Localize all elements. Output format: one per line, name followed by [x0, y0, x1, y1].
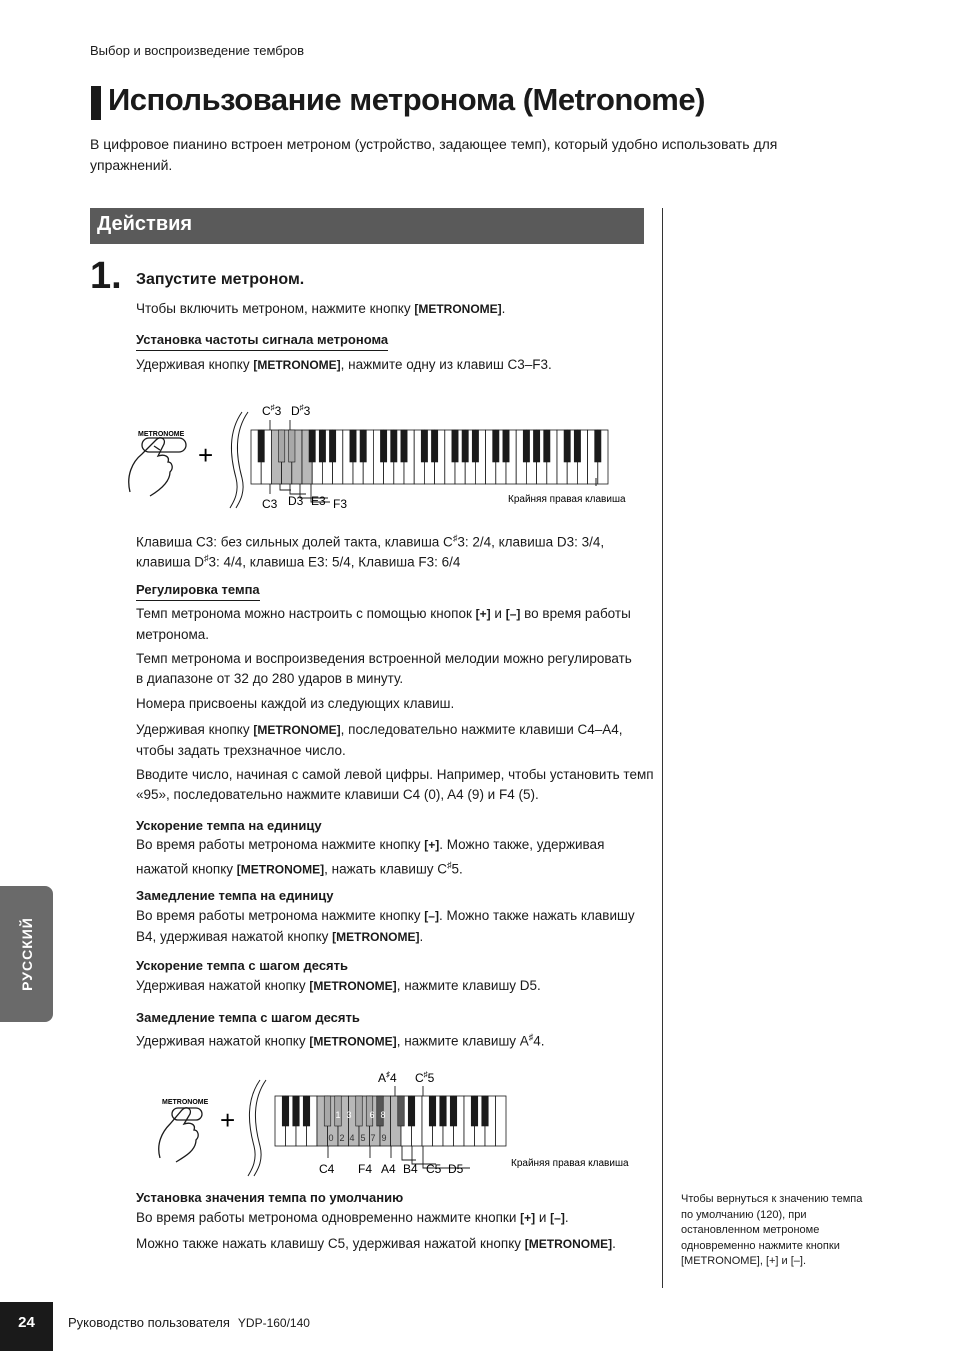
label-a-sharp-4: A♯4 [378, 1070, 397, 1085]
increase-one-text: Во время работы метронома нажмите кнопку [+]. Можно также, удерживая нажатой кнопку [METRONOME], нажать клавишу C♯5. [136, 837, 605, 876]
metronome-button-illustration [129, 438, 186, 496]
label-c4: C4 [319, 1162, 335, 1176]
default-tempo-text-1: Во время работы метронома одновременно нажмите кнопки [+] и [–]. [136, 1210, 569, 1225]
black-key-f-sharp [429, 1096, 436, 1126]
black-key-f-sharp [523, 430, 529, 462]
label-f3: F3 [333, 497, 348, 511]
page-title: Использование метронома (Metronome) [108, 82, 705, 117]
digit-label-white: 4 [349, 1133, 355, 1143]
black-key-a-sharp [472, 430, 478, 462]
black-key-a-sharp [450, 1096, 457, 1126]
black-key-c-sharp [350, 430, 356, 462]
increase-one-heading: Ускорение темпа на единицу [136, 818, 322, 833]
black-key-f-sharp [309, 430, 315, 462]
label-c5: C5 [426, 1162, 442, 1176]
black-key-a-sharp [258, 430, 264, 462]
digit-label-white: 9 [381, 1133, 387, 1143]
rightmost-key-label: Крайняя правая клавиша [508, 494, 626, 505]
digit-label-white: 2 [339, 1133, 345, 1143]
increase-ten-text: Удерживая нажатой кнопку [METRONOME], нажмите клавишу D5. [136, 978, 541, 993]
tempo-paragraph-5: Вводите число, начиная с самой левой цифры. Например, чтобы установить темп «95», последовательно нажмите клавиши C4 (0), A4 (9) и F4 (5). [136, 767, 654, 802]
digit-label-black: 6 [369, 1110, 375, 1120]
keyboard-diagram-1 [120, 398, 650, 513]
black-key-c-sharp [493, 430, 499, 462]
digit-label-white: 5 [360, 1133, 366, 1143]
black-key-f-sharp [452, 430, 458, 462]
label-a4: A4 [381, 1162, 396, 1176]
black-key-c-sharp [564, 430, 570, 462]
black-key-a-sharp [329, 430, 335, 462]
black-key-d-sharp [482, 1096, 489, 1126]
piano-keyboard-2 [275, 1086, 506, 1168]
decrease-one-heading: Замедление темпа на единицу [136, 888, 334, 903]
label-e3: E3 [311, 494, 326, 508]
black-key-d-sharp [289, 430, 295, 462]
label-c-sharp-3: C♯3 [262, 403, 282, 418]
default-tempo-text-2: Можно также нажать клавишу C5, удерживая нажатой кнопку [METRONOME]. [136, 1236, 616, 1251]
decrease-one-text: Во время работы метронома нажмите кнопку [–]. Можно также нажать клавишу B4, удерживая нажатой кнопку [METRONOME]. [136, 908, 635, 944]
default-tempo-heading: Установка значения темпа по умолчанию [136, 1190, 404, 1205]
black-key-d-sharp [574, 430, 580, 462]
keyboard-diagram-2 [150, 1066, 650, 1181]
plus-sign: + [220, 1105, 236, 1135]
decrease-ten-text: Удерживая нажатой кнопку [METRONOME], нажмите клавишу A♯4. [136, 1032, 545, 1049]
black-key-f-sharp [380, 430, 386, 462]
tempo-paragraph-3: Номера присвоены каждой из следующих клавиш. [136, 696, 455, 711]
digit-label-black: 1 [335, 1110, 341, 1120]
label-d5: D5 [448, 1162, 464, 1176]
black-key-c-sharp [421, 430, 427, 462]
black-key-f-sharp [595, 430, 601, 462]
digit-label-black: 3 [346, 1110, 352, 1120]
column-divider [662, 208, 663, 1288]
rightmost-key-label: Крайняя правая клавиша [511, 1158, 629, 1169]
metronome-button-illustration [159, 1108, 202, 1162]
black-key-c-sharp [324, 1096, 331, 1126]
black-key-c-sharp [278, 430, 284, 462]
black-key-g-sharp [391, 430, 397, 462]
black-key-g-sharp [440, 1096, 447, 1126]
button-label: METRONOME [162, 1099, 209, 1106]
tempo-paragraph-1: Темп метронома можно настроить с помощью кнопок [+] и [–] во время работы метронома. [136, 606, 631, 642]
footer: Руководство пользователя YDP-160/140 [68, 1315, 310, 1330]
black-key-f-sharp [282, 1096, 289, 1126]
section-title: Действия [97, 213, 193, 235]
black-key-a-sharp [303, 1096, 310, 1126]
increase-ten-heading: Ускорение темпа с шагом десять [136, 958, 348, 973]
black-key-d-sharp [360, 430, 366, 462]
black-key-a-sharp [544, 430, 550, 462]
label-f4: F4 [358, 1162, 373, 1176]
digit-label-white: 0 [328, 1133, 334, 1143]
signal-description-line2: клавиша D♯3: 4/4, клавиша E3: 5/4, Клавиша F3: 6/4 [136, 553, 461, 570]
digit-label-black: 8 [380, 1110, 386, 1120]
label-c-sharp-5: C♯5 [415, 1070, 435, 1085]
language-tab: РУССКИЙ [0, 886, 53, 1022]
signal-description-line1: Клавиша C3: без сильных долей такта, клавиша C♯3: 2/4, клавиша D3: 3/4, [136, 533, 605, 550]
tempo-paragraph-4: Удерживая кнопку [METRONOME], последовательно нажмите клавиши C4–A4, чтобы задать трехзначное число. [136, 722, 623, 758]
step-instruction: Чтобы включить метроном, нажмите кнопку [METRONOME]. [136, 301, 506, 316]
decrease-ten-heading: Замедление темпа с шагом десять [136, 1010, 360, 1025]
black-key-g-sharp [533, 430, 539, 462]
black-key-c-sharp [398, 1096, 405, 1126]
digit-label-white: 7 [370, 1133, 376, 1143]
tempo-paragraph-2: Темп метронома и воспроизведения встроенной мелодии можно регулировать в диапазоне от 32 до 280 ударов в минуту. [136, 651, 632, 686]
piano-keyboard-1 [251, 420, 608, 502]
signal-heading: Установка частоты сигнала метронома [136, 332, 388, 351]
black-key-f-sharp [356, 1096, 363, 1126]
breadcrumb: Выбор и воспроизведение тембров [90, 43, 305, 58]
intro-paragraph: В цифровое пианино встроен метроном (устройство, задающее темп), который удобно использовать для упражнений. [90, 136, 778, 173]
plus-sign: + [198, 440, 214, 470]
label-c3: C3 [262, 497, 278, 511]
black-key-g-sharp [319, 430, 325, 462]
black-key-c-sharp [471, 1096, 478, 1126]
label-d-sharp-3: D♯3 [291, 403, 311, 418]
title-marker [91, 86, 101, 120]
step-number: 1. [90, 255, 122, 297]
tempo-heading: Регулировка темпа [136, 582, 260, 601]
black-key-d-sharp [503, 430, 509, 462]
signal-instruction: Удерживая кнопку [METRONOME], нажмите одну из клавиш C3–F3. [136, 357, 552, 372]
black-key-a-sharp [401, 430, 407, 462]
page-number: 24 [18, 1314, 35, 1331]
black-key-g-sharp [293, 1096, 300, 1126]
side-note: Чтобы вернуться к значению темпа по умолчанию (120), при остановленном метрономе одновременно нажмите кнопки [METRONOME], [+] и [–]. [681, 1193, 863, 1267]
button-label: METRONOME [138, 431, 185, 438]
step-title: Запустите метроном. [136, 271, 305, 288]
label-b4: B4 [403, 1162, 418, 1176]
white-key-f [496, 1096, 507, 1146]
black-key-g-sharp [462, 430, 468, 462]
black-key-d-sharp [431, 430, 437, 462]
label-d3: D3 [288, 494, 304, 508]
black-key-d-sharp [408, 1096, 415, 1126]
